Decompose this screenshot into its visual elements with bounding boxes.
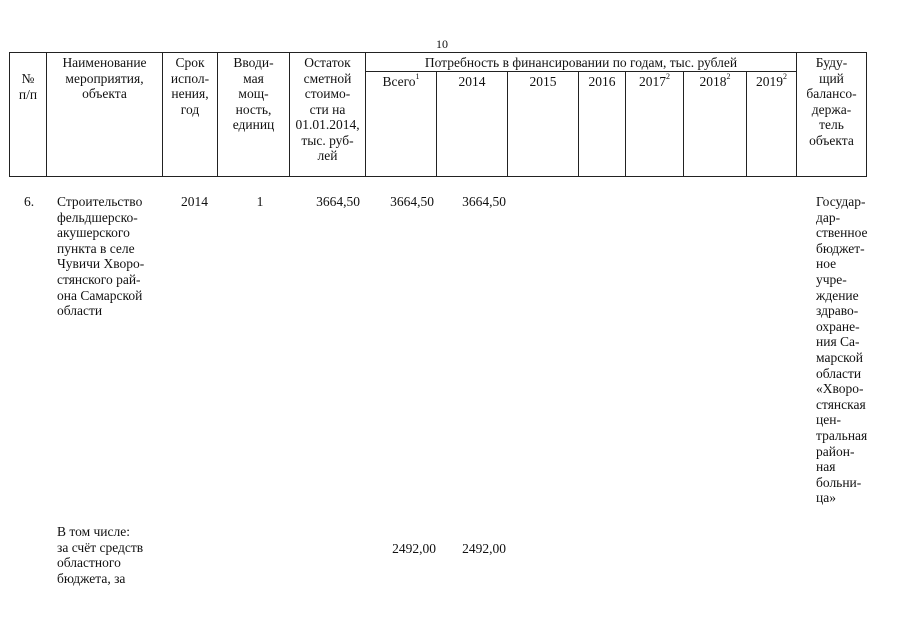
header-year-label: 2016 [588, 73, 616, 89]
row-holder: Государ- дар- ственное бюджет- ное учре- ждение здраво- охране- ния Са- марской области «Хворо- стянская цен- тральная район- ная больни- ца» [816, 194, 868, 506]
header-year-sup: 2 [666, 72, 670, 81]
header-year-2017 [626, 71, 684, 176]
header-balance: Остаток сметной стоимо- сти на 01.01.2014, тыс. руб- лей [290, 53, 366, 177]
row-no: 6. [24, 194, 35, 209]
header-no: № п/п [10, 53, 47, 177]
subrow-total: 2492,00 [392, 541, 436, 556]
header-year-2016 [579, 71, 626, 176]
header-term: Срок испол- нения, год [163, 53, 218, 177]
header-total-sup: 1 [415, 72, 420, 81]
page-number: 10 [436, 37, 448, 51]
header-year-label: 2015 [529, 73, 557, 89]
header-year-label: 2017 [639, 73, 666, 89]
header-year-2018 [684, 71, 747, 176]
header-name: Наименование мероприятия, объекта [47, 53, 163, 177]
row-name: Строительство фельдшерско- акушерского пункта в селе Чувичи Хворо- стянского рай- она Самарской области [57, 194, 145, 319]
header-holder: Буду- щий балансо- держа- тель объекта [797, 53, 867, 177]
header-year-2015 [508, 71, 579, 176]
row-balance: 3664,50 [316, 194, 360, 209]
subrow-name: В том числе: за счёт средств областного бюджета, за [57, 524, 144, 586]
header-year-2019 [747, 71, 797, 176]
header-total-label: Всего [382, 73, 416, 89]
header-finance-title: Потребность в финансировании по годам, тыс. рублей [366, 53, 797, 72]
row-total: 3664,50 [390, 194, 434, 209]
row-capacity: 1 [256, 194, 264, 209]
header-capacity: Вводи- мая мощ- ность, единиц [218, 53, 290, 177]
header-year-2014 [437, 71, 508, 176]
header-year-label: 2019 [756, 73, 783, 89]
subrow-2014: 2492,00 [462, 541, 506, 556]
header-year-sup: 2 [726, 72, 731, 81]
header-year-label: 2014 [458, 73, 486, 89]
row-2014: 3664,50 [462, 194, 506, 209]
header-total [366, 71, 437, 176]
row-term: 2014 [181, 194, 208, 209]
header-table [9, 52, 867, 177]
header-year-sup: 2 [783, 72, 787, 81]
header-year-label: 2018 [699, 73, 727, 89]
